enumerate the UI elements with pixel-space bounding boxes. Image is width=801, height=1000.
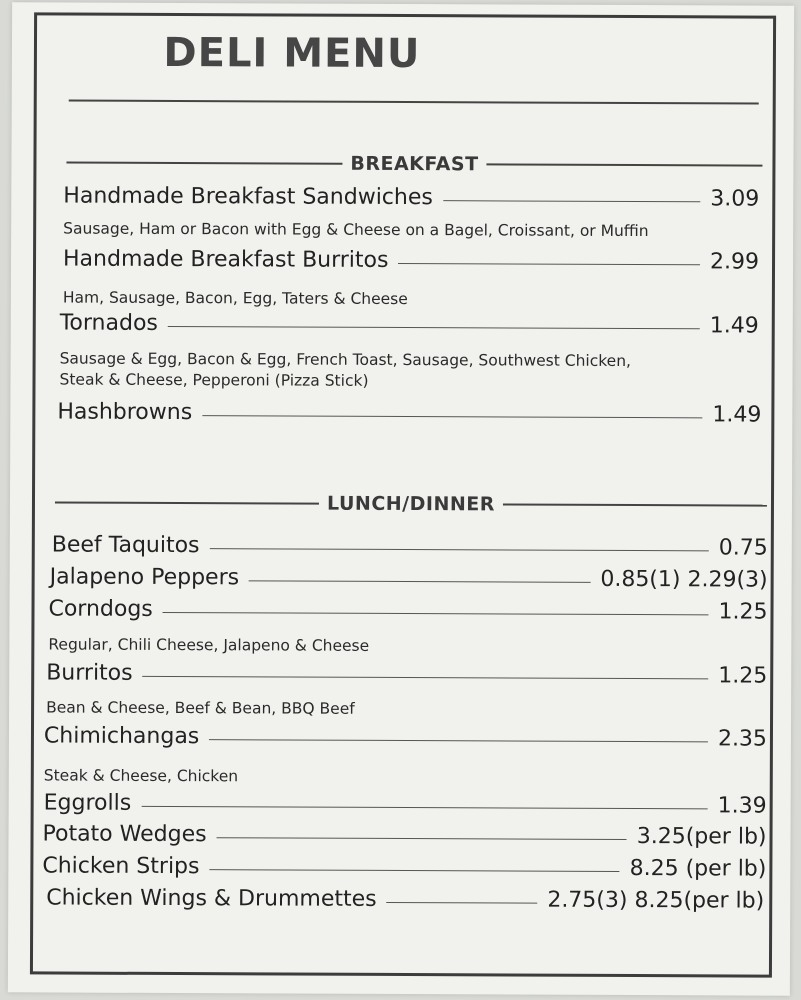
item-name: Handmade Breakfast Sandwiches [63,183,433,211]
item-name: Tornados [59,310,158,336]
item-name: Chimichangas [43,723,200,750]
menu-item-burritos [46,660,767,688]
item-description-line-2: Steak & Cheese, Pepperoni (Pizza Stick) [59,370,369,390]
menu-item-chicken-strips [42,853,766,881]
heading-line-right [487,163,763,166]
dot-leader [387,902,538,904]
item-name: Jalapeno Peppers [49,564,240,591]
menu-item-potato-wedges [42,821,766,849]
item-price: 1.49 [712,402,762,428]
item-description: Ham, Sausage, Bacon, Egg, Taters & Cheese [62,288,408,309]
dot-leader [210,869,620,872]
breakfast-heading-label: BREAKFAST [350,152,479,176]
heading-line-left [66,162,342,165]
title-divider [69,100,759,105]
menu-item-breakfast-burritos [63,247,759,275]
dot-leader [202,415,702,418]
item-price: 1.25 [718,599,768,625]
item-description: Bean & Cheese, Beef & Bean, BBQ Beef [46,698,355,718]
item-price: 1.49 [709,313,759,339]
item-description: Steak & Cheese, Chicken [43,766,239,786]
item-price: 3.25(per lb) [636,824,767,850]
dot-leader [168,326,700,329]
menu-paper [8,2,794,995]
item-name: Chicken Strips [42,853,200,880]
item-name: Beef Taquitos [51,532,200,559]
menu-item-chimichangas [44,723,767,751]
heading-line-right [503,503,767,506]
dot-leader [217,837,627,840]
item-price: 8.25 (per lb) [629,856,767,882]
item-price: 2.99 [709,249,760,275]
item-description-line-1: Sausage & Egg, Bacon & Egg, French Toast, Sausage, Southwest Chicken, [59,349,632,371]
menu-item-hashbrowns [57,399,761,427]
menu-item-tornados [60,311,759,339]
item-description: Regular, Chili Cheese, Jalapeno & Cheese [48,635,370,655]
item-description: Sausage, Ham or Bacon with Egg & Cheese on a Bagel, Croissant, or Muffin [63,219,649,241]
item-price: 2.75(3) 8.25(per lb) [547,887,765,914]
dot-leader [163,612,709,615]
menu-item-jalapeno-peppers [50,564,768,592]
lunch-dinner-section-heading [55,491,767,516]
item-name: Corndogs [48,596,153,622]
menu-item-corndogs [48,596,767,624]
item-name: Hashbrowns [57,399,193,426]
dot-leader [141,806,707,809]
item-price: 0.75 [718,535,768,561]
item-name: Eggrolls [43,790,132,816]
menu-item-breakfast-sandwiches [63,184,759,212]
item-price: 1.39 [717,793,767,819]
item-price: 3.09 [710,186,760,212]
dot-leader [210,548,709,551]
item-price: 2.35 [717,726,768,752]
dot-leader [398,263,700,265]
dot-leader [143,676,709,679]
menu-item-eggrolls [44,790,767,818]
item-price: 0.85(1) 2.29(3) [600,566,768,593]
menu-item-chicken-wings [46,885,764,913]
item-name: Burritos [46,660,133,686]
item-name: Potato Wedges [42,821,207,848]
heading-line-left [55,501,319,504]
dot-leader [249,580,590,582]
lunch-dinner-heading-label: LUNCH/DINNER [327,492,495,516]
item-price: 1.25 [718,663,768,689]
menu-frame [30,12,776,977]
item-name: Chicken Wings & Drummettes [46,885,377,912]
menu-title: DELI MENU [163,29,421,78]
item-name: Handmade Breakfast Burritos [62,246,389,273]
menu-item-beef-taquitos [52,532,768,560]
dot-leader [209,739,708,742]
dot-leader [443,200,700,202]
breakfast-section-heading [66,152,762,177]
